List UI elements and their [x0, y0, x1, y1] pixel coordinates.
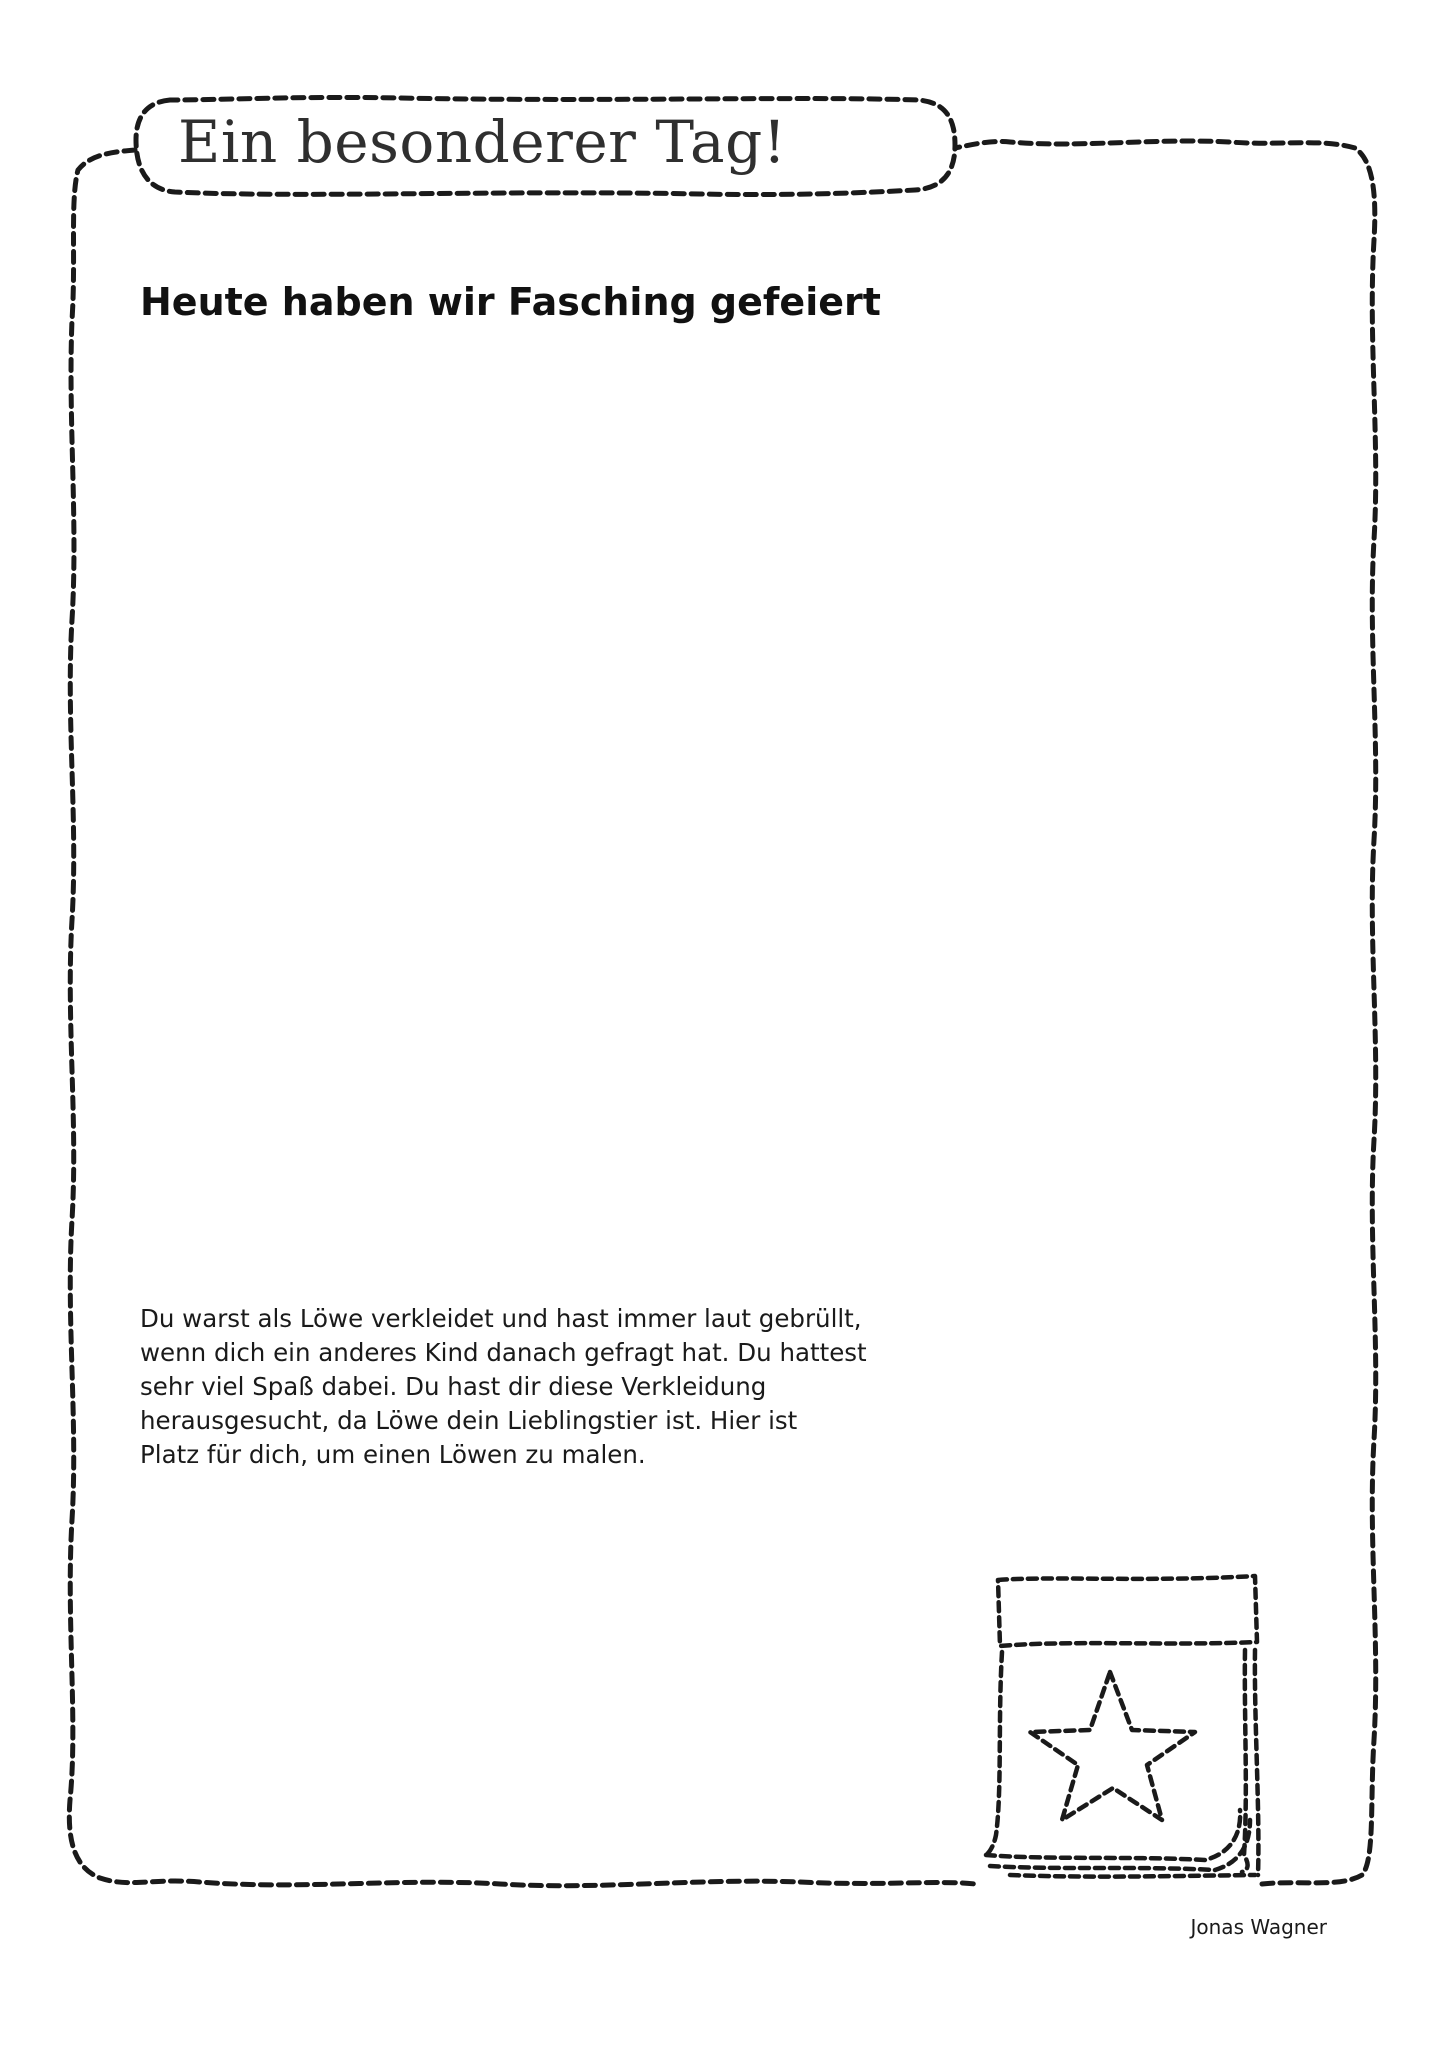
body-line: sehr viel Spaß dabei. Du hast dir diese Verkleidung	[140, 1372, 767, 1401]
calendar-star-icon	[950, 1570, 1280, 1890]
body-line: herausgesucht, da Löwe dein Lieblingstier ist. Hier ist	[140, 1406, 798, 1435]
body-line: wenn dich ein anderes Kind danach gefragt hat. Du hattest	[140, 1338, 867, 1367]
author-name: Jonas Wagner	[1190, 1915, 1327, 1939]
body-line: Platz für dich, um einen Löwen zu malen.	[140, 1440, 646, 1469]
section-heading: Heute haben wir Fasching gefeiert	[140, 280, 881, 324]
body-paragraph	[140, 1302, 960, 1472]
page-title: Ein besonderer Tag!	[178, 108, 787, 176]
body-line: Du warst als Löwe verkleidet und hast immer laut gebrüllt,	[140, 1304, 862, 1333]
